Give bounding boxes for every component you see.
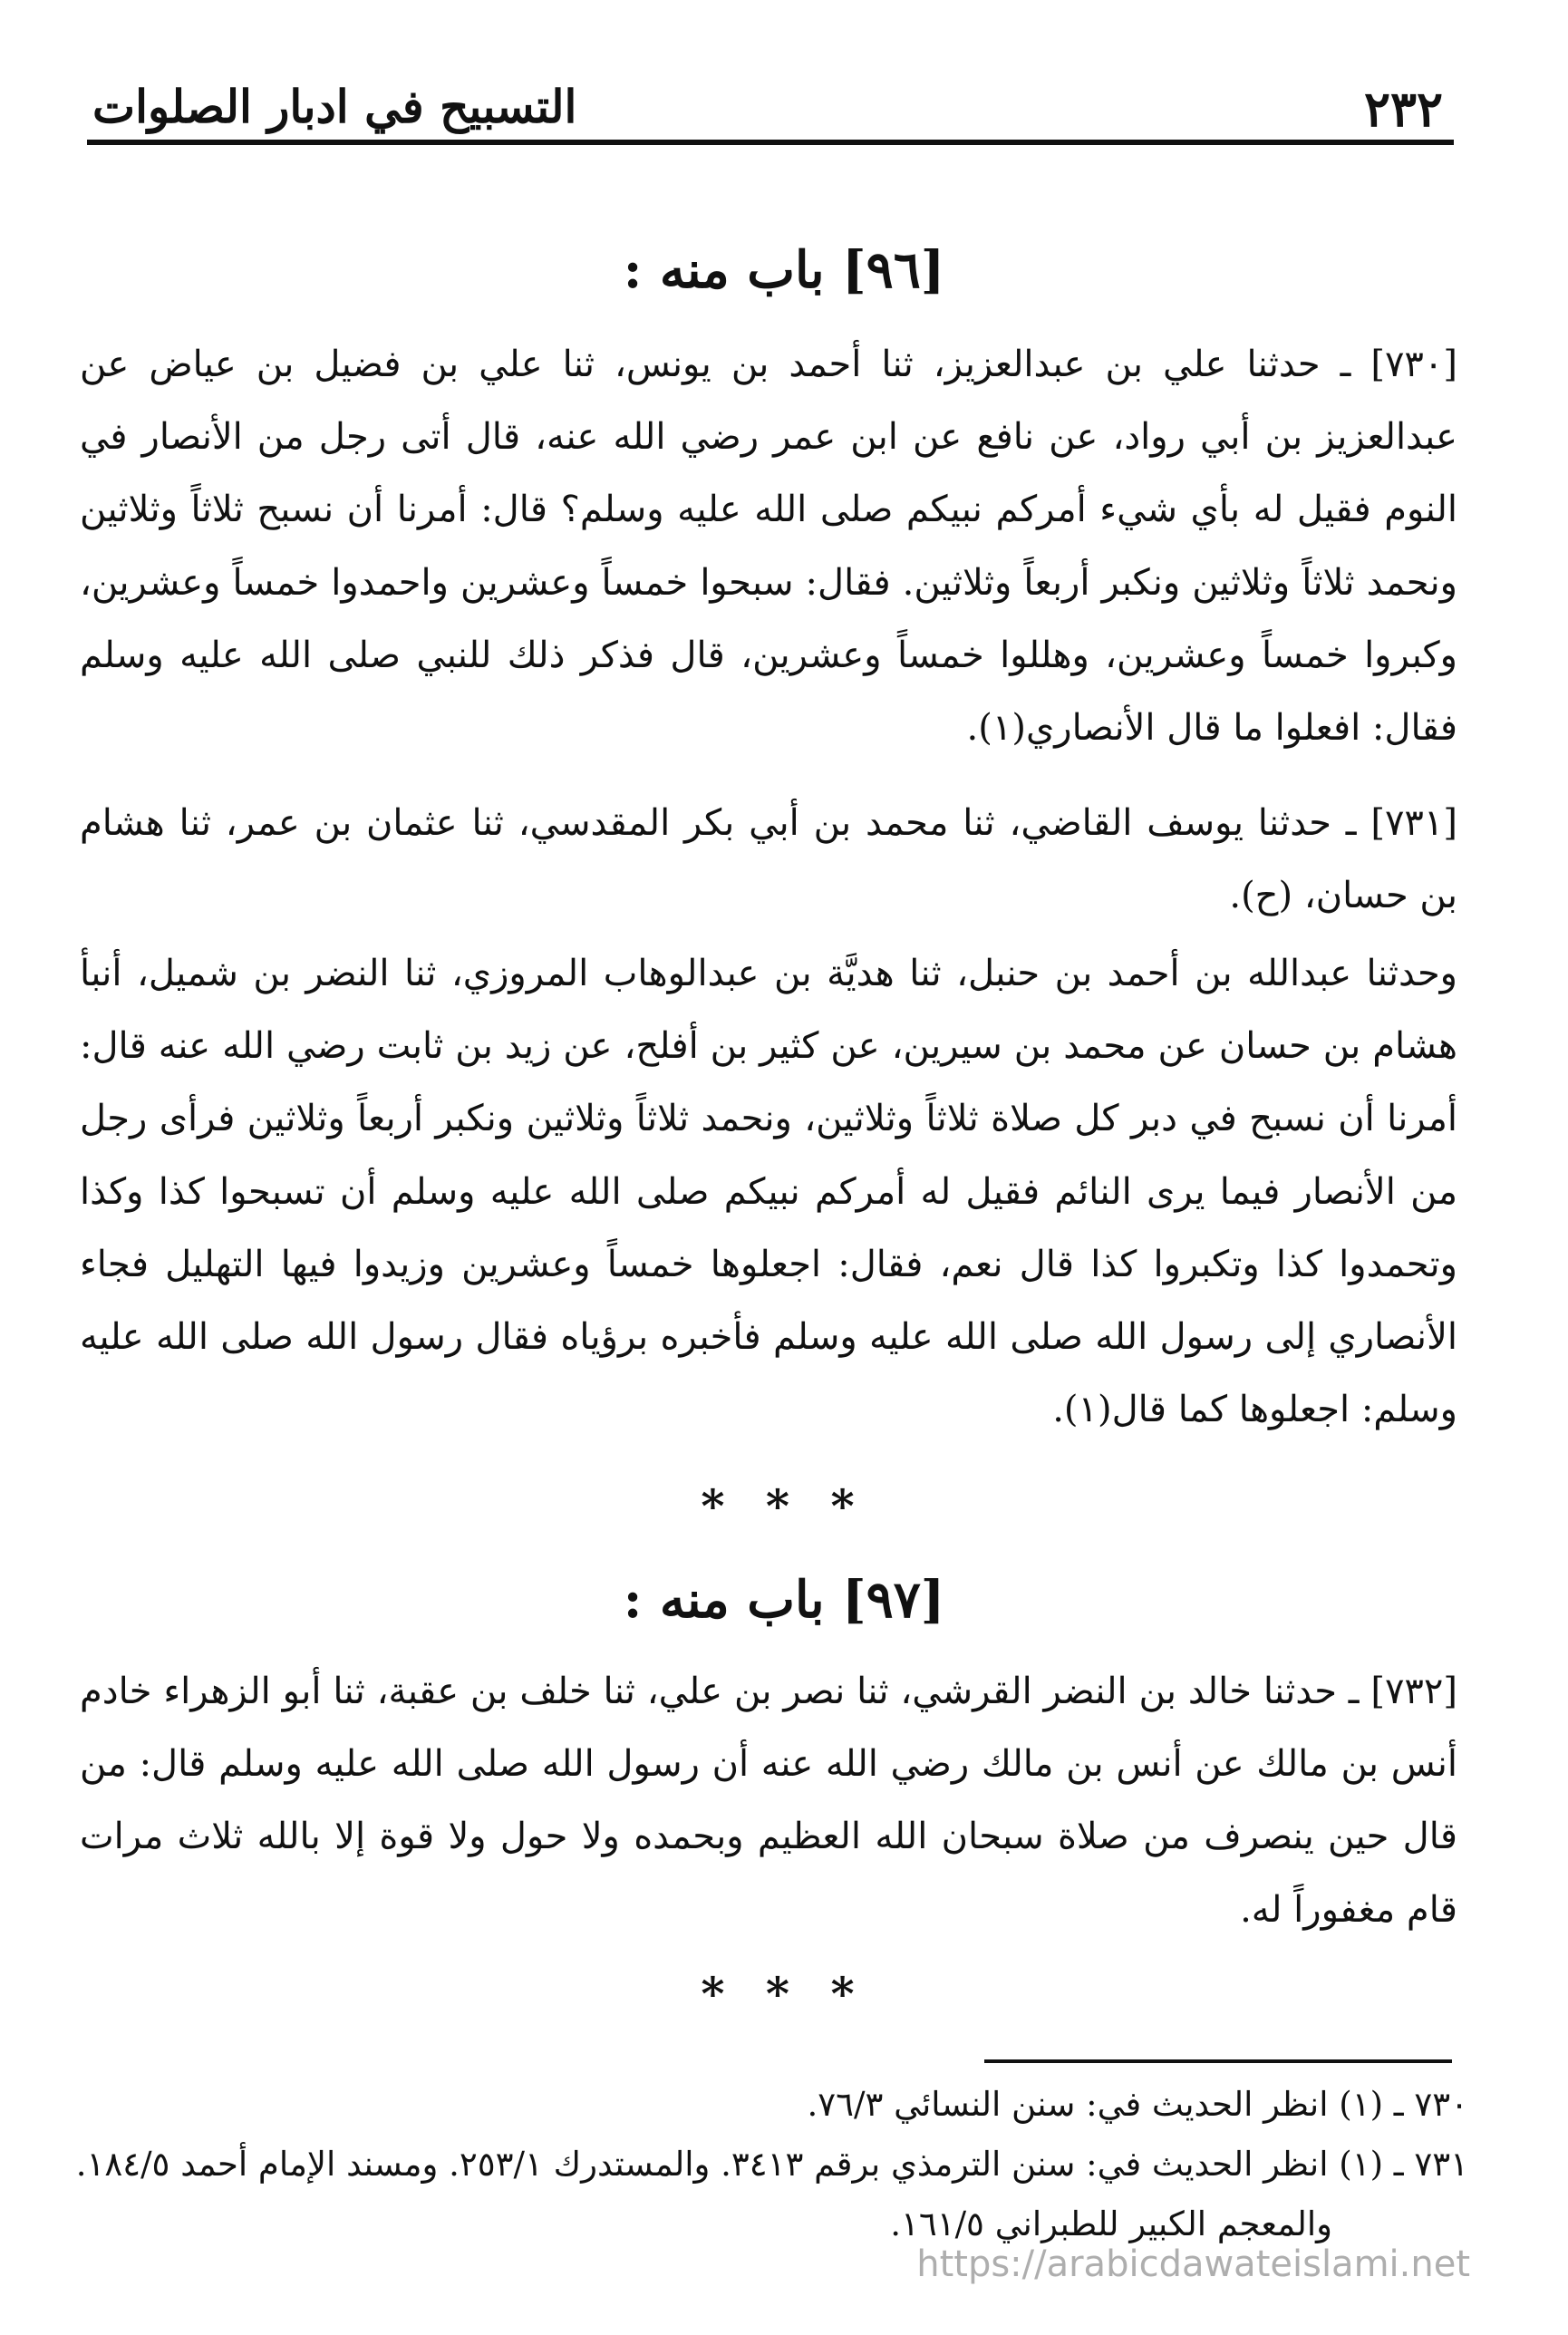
footnote-731-continued: والمعجم الكبير للطبراني ١٦١/٥. xyxy=(890,2204,1332,2243)
footnote-731: ٧٣١ ـ (١) انظر الحديث في: سنن الترمذي برقم ٣٤١٣. والمستدرك ٢٥٣/١. ومسند الإمام أحمد ١٨٤/٥. xyxy=(75,2145,1468,2184)
footnotes xyxy=(73,2075,1468,2254)
footnote-rule xyxy=(984,2059,1452,2063)
hadith-732: [٧٣٢] ـ حدثنا خالد بن النضر القرشي، ثنا نصر بن علي، ثنا خلف بن عقبة، ثنا أبو الزهراء خادم أنس بن مالك عن أنس بن مالك رضي الله عنه أن رسول الله صلى الله عليه وسلم قال: من قال حين ينصرف من صلاة سبحان الله العظيم وبحمده ولا حول ولا قوة إلا بالله ثلاث مرات قام مغفوراً له. xyxy=(80,1671,1457,1931)
hadith-731-continued: وحدثنا عبدالله بن أحمد بن حنبل، ثنا هديَّة بن عبدالوهاب المروزي، ثنا النضر بن شميل، أنبأ هشام بن حسان عن محمد بن سيرين، عن كثير بن أفلح، عن زيد بن ثابت رضي الله عنه قال: أمرنا أن نسبح في دبر كل صلاة ثلاثاً وثلاثين، ونحمد ثلاثاً وثلاثين ونكبر أربعاً وثلاثين فرأى رجل من الأنصار فيما يرى النائم فقيل له أمركم نبيكم صلى الله عليه وسلم أن تسبحوا كذا وكذا وتحمدوا كذا وتكبروا كذا قال نعم، فقال: اجعلوها خمساً وعشرين وزيدوا فيها التهليل فجاء الأنصاري إلى رسول الله صلى الله عليه وسلم فأخبره برؤياه فقال رسول الله صلى الله عليه وسلم: اجعلوها كما قال(١). xyxy=(80,953,1457,1431)
section-title-97: [٩٧] باب منه : xyxy=(623,1570,945,1630)
watermark: https://arabicdawateislami.net xyxy=(916,2243,1470,2285)
section-title-96: [٩٦] باب منه : xyxy=(623,240,945,300)
hadith-731: [٧٣١] ـ حدثنا يوسف القاضي، ثنا محمد بن أبي بكر المقدسي، ثنا عثمان بن عمر، ثنا هشام بن حسان، (ح). xyxy=(80,802,1457,917)
footnote-730: ٧٣٠ ـ (١) انظر الحديث في: سنن النسائي ٧٦/٣. xyxy=(807,2085,1468,2124)
page-header xyxy=(87,63,1454,145)
running-title: التسبيح في ادبار الصلوات xyxy=(92,80,577,133)
section-separator: * * * xyxy=(701,1967,867,2020)
section-separator: * * * xyxy=(701,1479,867,1533)
hadith-730: [٧٣٠] ـ حدثنا علي بن عبدالعزيز، ثنا أحمد بن يونس، ثنا علي بن فضيل بن عياض عن عبدالعزيز بن أبي رواد، عن نافع عن ابن عمر رضي الله عنه، قال أتى رجل من الأنصار في النوم فقيل له بأي شيء أمركم نبيكم صلى الله عليه وسلم؟ قال: أمرنا أن نسبح ثلاثاً وثلاثين ونحمد ثلاثاً وثلاثين ونكبر أربعاً وثلاثين. فقال: سبحوا خمساً وعشرين واحمدوا خمساً وعشرين، وكبروا خمساً وعشرين، وهللوا خمساً وعشرين، قال فذكر ذلك للنبي صلى الله عليه وسلم فقال: افعلوا ما قال الأنصاري(١). xyxy=(80,344,1457,750)
page-number: ٢٣٢ xyxy=(1363,80,1443,138)
